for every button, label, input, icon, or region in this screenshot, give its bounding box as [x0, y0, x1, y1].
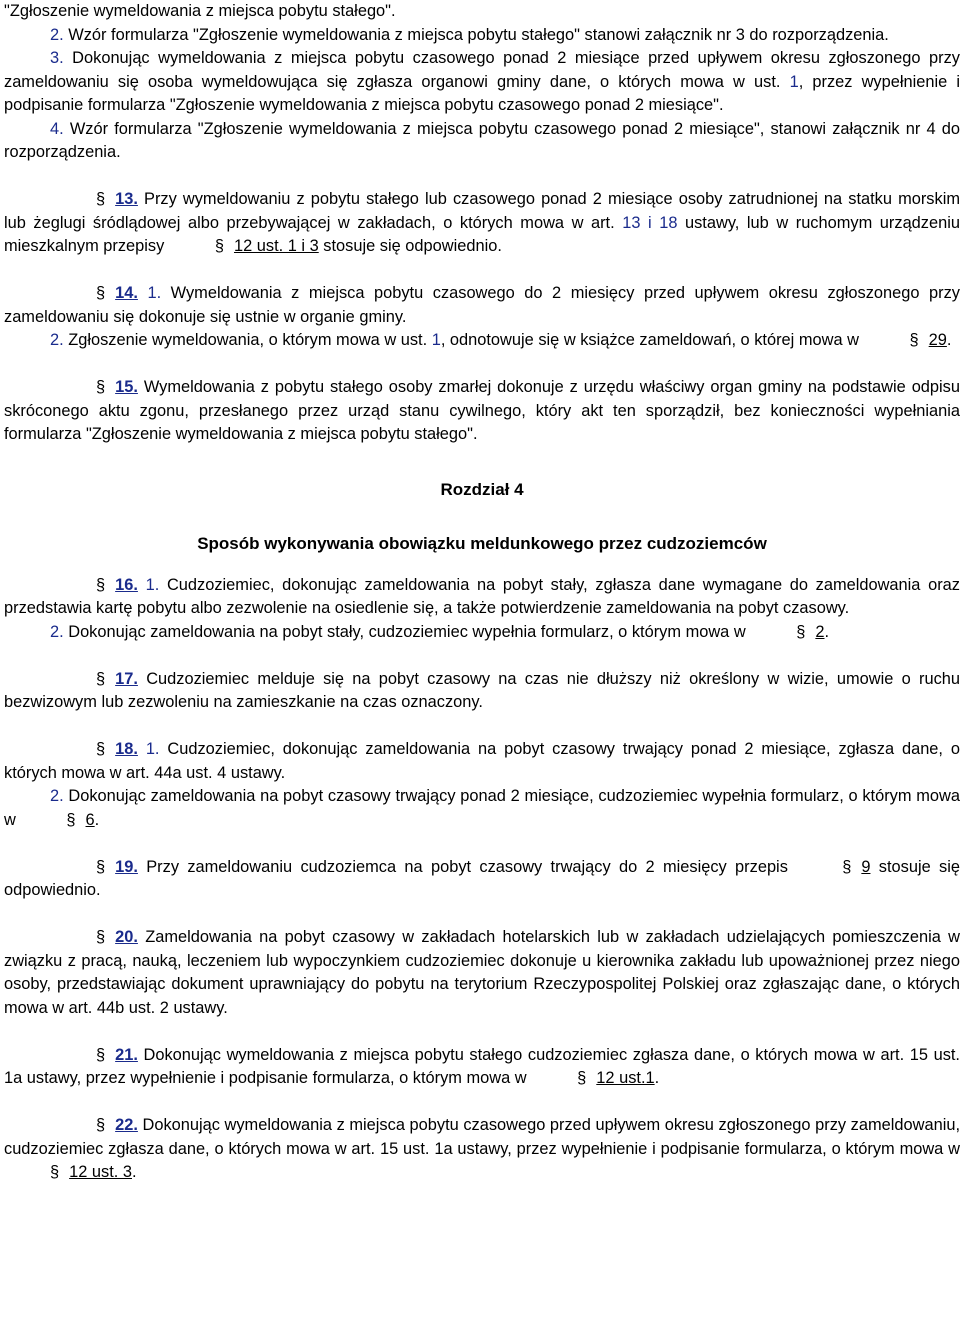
- ust-number: 3.: [50, 49, 64, 67]
- paragraph-12-4: [4, 118, 960, 165]
- ust-link[interactable]: 1: [780, 72, 799, 91]
- paragraph-text: Wymeldowania z pobytu stałego osoby zmarłej dokonuje z urzędu właściwy organ gminy na podstawie odpisu skróconego aktu zgonu, przesłanego przez urząd stanu cywilnego, który akt ten sporządził, bez konieczności wypełniania formularza "Zgłoszenie wymeldowania z miejsca pobytu stałego".: [4, 378, 960, 443]
- paragraph-text: Wzór formularza "Zgłoszenie wymeldowania z miejsca pobytu czasowego ponad 2 miesiące", stanowi załącznik nr 4 do rozporządzenia.: [4, 119, 960, 161]
- paragraph-text: Wymeldowania z miejsca pobytu czasowego do 2 miesięcy przed upływem okresu zgłoszonego przy zameldowaniu się dokonuje się ustnie w organie gminy.: [4, 284, 960, 326]
- paragraph-text: stosuje się odpowiednio.: [4, 857, 960, 899]
- ust-link[interactable]: 1: [427, 331, 441, 349]
- section-sign: [50, 378, 115, 396]
- ust-number: 1.: [137, 284, 162, 302]
- section-number[interactable]: 19.: [115, 857, 138, 876]
- chapter-heading: Rozdział 4: [440, 479, 524, 499]
- paragraph-text: ustawy, lub w ruchomym urządzeniu mieszkalnym przepisy: [4, 213, 960, 255]
- section-number[interactable]: 13.: [115, 190, 138, 208]
- ust-number: 2.: [50, 25, 64, 44]
- ust-number: 2.: [50, 331, 64, 349]
- section-ref-link[interactable]: 9: [861, 857, 871, 876]
- paragraph-text: .: [946, 331, 952, 349]
- section-13: [4, 188, 960, 259]
- paragraph-text: .: [824, 622, 830, 641]
- section-16-2: [4, 621, 960, 645]
- paragraph-text: Dokonując wymeldowania z miejsca pobytu czasowego ponad 2 miesiące przed upływem okresu zgłoszonego przy zameldowaniu się osoba wymeldowująca się zgłasza organowi gminy dane, o których mowa w ust.: [4, 49, 960, 91]
- chapter-title: Sposób wykonywania obowiązku meldunkowego przez cudzoziemców: [197, 534, 767, 553]
- paragraph-text: Cudzoziemiec, dokonując zameldowania na pobyt czasowy trwający ponad 2 miesiące, zgłasza dane, o których mowa w art. 44a ust. 4 ustawy.: [4, 740, 960, 782]
- paragraph-text: .: [654, 1069, 660, 1087]
- section-18-2: [4, 785, 960, 832]
- section-14: [4, 282, 960, 329]
- section-sign: [50, 1116, 115, 1134]
- paragraph-text: stosuje się odpowiednio.: [318, 237, 502, 255]
- paragraph-text: Zameldowania na pobyt czasowy w zakładach hotelarskich lub w zakładach udzielających pomieszczenia w związku z pracą, nauką, leczeniem lub wypoczynkiem cudzoziemiec dokonuje u kierownika zakładu lub upoważnionej przez niego osoby, przedstawiając dokument uprawniający do pobytu na terytorium Rzeczypospolitej Polskiej oraz zgłaszając dane, o których mowa w art. 44b ust. 2 ustawy.: [4, 928, 960, 1017]
- section-14-2: [4, 329, 960, 353]
- section-ref-link[interactable]: 29: [928, 331, 947, 349]
- section-sign: [50, 284, 115, 302]
- section-sign: [531, 1069, 596, 1087]
- section-15: [4, 376, 960, 447]
- section-sign: [50, 670, 115, 688]
- section-sign: [50, 928, 115, 946]
- section-sign: [4, 1163, 69, 1181]
- section-ref-link[interactable]: 12 ust.1: [596, 1069, 655, 1087]
- section-number[interactable]: 21.: [115, 1045, 138, 1064]
- section-22: [4, 1114, 960, 1185]
- section-number[interactable]: 16.: [115, 575, 138, 594]
- paragraph-text: .: [132, 1163, 137, 1181]
- ust-number: 1.: [137, 740, 160, 758]
- paragraph-text: Wzór formularza "Zgłoszenie wymeldowania z miejsca pobytu stałego" stanowi załącznik nr 3 do rozporządzenia.: [63, 25, 889, 44]
- section-18: [4, 738, 960, 785]
- section-sign: [796, 858, 861, 876]
- section-number[interactable]: 14.: [115, 284, 138, 302]
- ust-number: 1.: [137, 575, 160, 594]
- paragraph-text: Zgłoszenie wymeldowania, o którym mowa w ust.: [63, 331, 428, 349]
- section-sign: [50, 858, 115, 876]
- section-sign: [50, 190, 115, 208]
- paragraph-text: Cudzoziemiec melduje się na pobyt czasowy na czas nie dłuższy niż określony w wizie, umowie o ruchu bezwizowym lub zezwoleniu na zamieszkanie na czas oznaczony.: [4, 669, 960, 711]
- section-number[interactable]: 15.: [115, 378, 138, 396]
- ust-number: 2.: [50, 787, 64, 805]
- section-number[interactable]: 22.: [115, 1116, 138, 1134]
- paragraph-text: Przy zameldowaniu cudzoziemca na pobyt czasowy trwający do 2 miesięcy przepis: [137, 857, 797, 876]
- paragraph-text: Przy wymeldowaniu z pobytu stałego lub czasowego ponad 2 miesiące osoby zatrudnionej na statku morskim lub żeglugi śródlądowej albo przebywającej w zakładach, o których mowa w art.: [4, 190, 960, 232]
- section-sign: [50, 1046, 115, 1064]
- section-21: [4, 1044, 960, 1091]
- section-sign: [20, 811, 85, 829]
- section-sign: [50, 740, 115, 758]
- art-link[interactable]: 13 i 18: [614, 213, 678, 232]
- paragraph-quote-end: "Zgłoszenie wymeldowania z miejsca pobytu stałego".: [4, 2, 396, 20]
- paragraph-text: .: [94, 810, 100, 829]
- section-19: [4, 856, 960, 903]
- section-16: [4, 574, 960, 621]
- paragraph-12-3: [4, 47, 960, 118]
- section-sign: [169, 237, 234, 255]
- paragraph-text: Dokonując zameldowania na pobyt stały, cudzoziemiec wypełnia formularz, o którym mowa w: [63, 622, 751, 641]
- section-number[interactable]: 20.: [115, 928, 138, 946]
- section-number[interactable]: 18.: [115, 740, 138, 758]
- section-ref-link[interactable]: 6: [85, 810, 95, 829]
- section-ref-link[interactable]: 12 ust. 1 i 3: [233, 237, 319, 255]
- section-ref-link[interactable]: 2: [815, 622, 825, 641]
- section-17: [4, 668, 960, 715]
- paragraph-text: Dokonując zameldowania na pobyt czasowy trwający ponad 2 miesiące, cudzoziemiec wypełnia formularz, o którym mowa w: [4, 787, 960, 829]
- section-ref-link[interactable]: 12 ust. 3: [69, 1163, 132, 1181]
- ust-number: 4.: [50, 119, 64, 138]
- section-sign: [750, 623, 815, 641]
- paragraph-text: , odnotowuje się w książce zameldowań, o której mowa w: [440, 331, 864, 349]
- section-sign: [864, 331, 929, 349]
- section-number[interactable]: 17.: [115, 669, 138, 688]
- ust-number: 2.: [50, 622, 64, 641]
- paragraph-text: Dokonując wymeldowania z miejsca pobytu czasowego przed upływem okresu zgłoszonego przy zameldowaniu, cudzoziemiec zgłasza dane, o których mowa w art. 15 ust. 1a ustawy, przez wypełnienie i podpisanie formularza, o którym mowa w: [4, 1116, 960, 1158]
- paragraph-12-2: [4, 24, 960, 48]
- section-20: [4, 926, 960, 1020]
- paragraph-text: Dokonując wymeldowania z miejsca pobytu stałego cudzoziemiec zgłasza dane, o których mowa w art. 15 ust. 1a ustawy, przez wypełnienie i podpisanie formularza, o którym mowa w: [4, 1045, 960, 1087]
- paragraph-text: , przez wypełnienie i podpisanie formularza "Zgłoszenie wymeldowania z miejsca pobytu czasowego ponad 2 miesiące".: [4, 72, 960, 114]
- section-sign: [50, 576, 115, 594]
- paragraph-text: Cudzoziemiec, dokonując zameldowania na pobyt stały, zgłasza dane wymagane do zameldowania oraz przedstawia kartę pobytu albo zezwolenie na osiedlenie się, a także potwierdzenie zameldowania na pobyt czasowy.: [4, 575, 960, 617]
